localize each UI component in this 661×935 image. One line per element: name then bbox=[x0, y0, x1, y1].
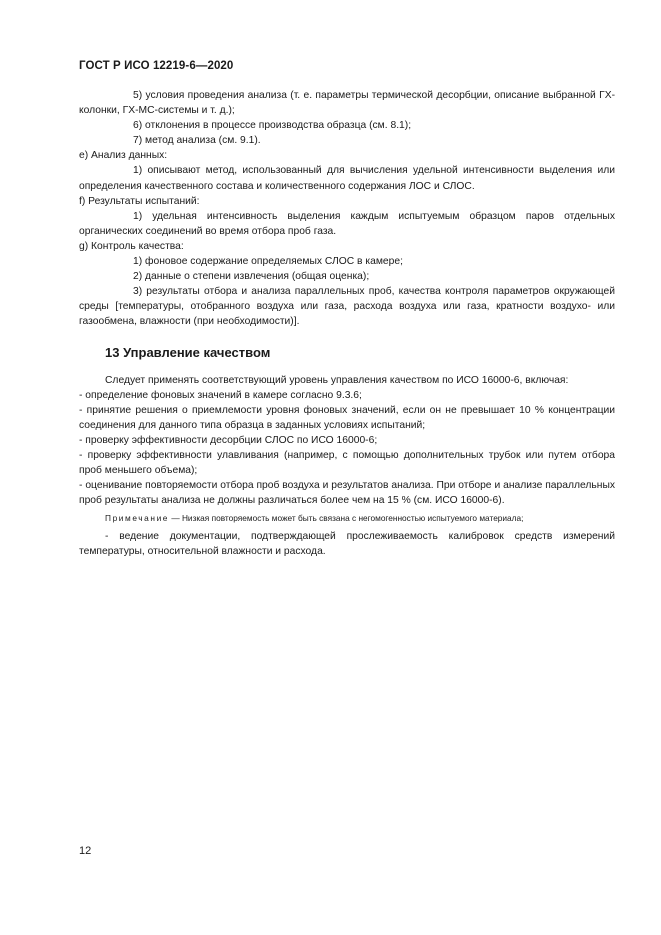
list-item: 5) условия проведения анализа (т. е. параметры термической десорбции, описание выбранной ГХ-колонки, ГХ-МС-системы и т. д.); bbox=[79, 90, 615, 117]
list-item: 7) метод анализа (см. 9.1). bbox=[133, 135, 261, 147]
list-heading: g) Контроль качества: bbox=[79, 240, 184, 252]
list-item: - ведение документации, подтверждающей прослеживаемость калибровок средств измерений температуры, относительной влажности и расхода. bbox=[79, 531, 615, 558]
note-label: Примечание bbox=[105, 513, 170, 524]
list-item: 6) отклонения в процессе производства образца (см. 8.1); bbox=[133, 120, 412, 132]
list-item: - проверку эффективности улавливания (например, с помощью дополнительных трубок или путем отбора проб меньшего объема); bbox=[79, 449, 615, 477]
list-item: - оценивание повторяемости отбора проб воздуха и результатов анализа. При отборе и анализе параллельных проб результаты анализа не должны различаться более чем на 15 % (см. ИСО 16000-6). bbox=[79, 480, 615, 507]
document-body bbox=[79, 88, 615, 560]
list-item: 2) данные о степени извлечения (общая оценка); bbox=[133, 271, 370, 283]
paragraph: Следует применять соответствующий уровень управления качеством по ИСО 16000-6, включая: bbox=[105, 374, 569, 386]
note bbox=[79, 511, 615, 526]
list-item: 3) результаты отбора и анализа параллельных проб, качества контроля параметров окружающей среды [температуры, отобранного воздуха или газа, расхода воздуха или газа, кратности воздухо- или газообмена, влажности (при необходимости)]. bbox=[79, 286, 615, 328]
list-item: 1) удельная интенсивность выделения каждым испытуемым образцом паров отдельных органических соединений во время отбора проб газа. bbox=[79, 210, 615, 237]
list-item: - проверку эффективности десорбции СЛОС по ИСО 16000-6; bbox=[79, 434, 378, 446]
note-text: — Низкая повторяемость может быть связана с негомогенностью испытуемого материала; bbox=[169, 513, 524, 524]
list-item: - определение фоновых значений в камере согласно 9.3.6; bbox=[79, 389, 362, 401]
section-title: 13 Управление качеством bbox=[105, 344, 271, 360]
list-heading: е) Анализ данных: bbox=[79, 150, 168, 162]
list-item: 1) фоновое содержание определяемых СЛОС в камере; bbox=[133, 256, 403, 268]
list-heading: f) Результаты испытаний: bbox=[79, 195, 200, 207]
page-number: 12 bbox=[79, 845, 92, 857]
list-item: - принятие решения о приемлемости уровня фоновых значений, если он не превышает 10 % концентрации соединения для данного типа образца в заданных условиях испытаний; bbox=[79, 404, 615, 431]
document-header: ГОСТ Р ИСО 12219-6—2020 bbox=[79, 60, 234, 72]
list-item: 1) описывают метод, использованный для вычисления удельной интенсивности выделения или определения качественного состава и количественного содержания ЛОС и СЛОС. bbox=[79, 165, 615, 192]
